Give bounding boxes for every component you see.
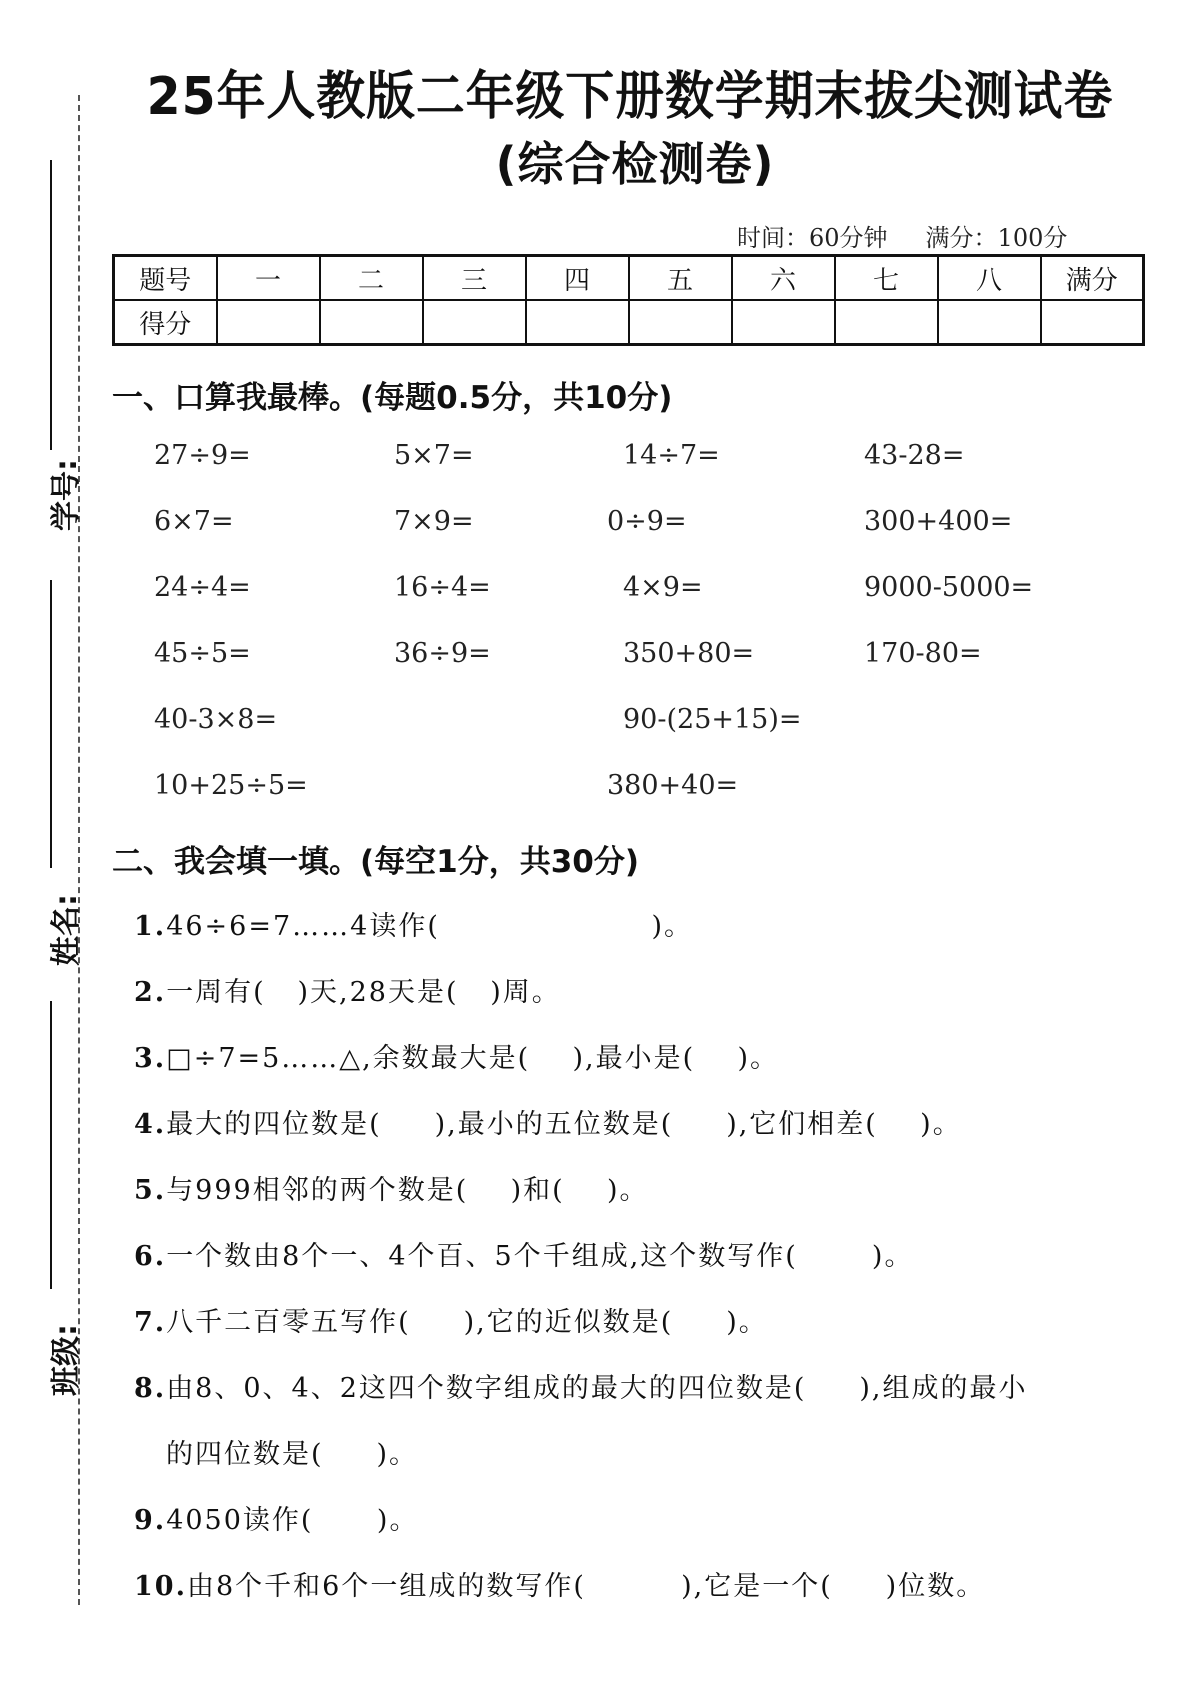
fill-question: 9.4050读作( )。 [134,1505,419,1536]
page-subtitle: (综合检测卷) [495,137,775,191]
calc-item: 300+400= [864,506,1013,537]
table-cell: 三 [423,256,526,301]
calc-item: 90-(25+15)= [623,704,802,735]
fill-question: 7.八千二百零五写作( ),它的近似数是( )。 [134,1307,768,1338]
calc-item: 27÷9= [154,440,251,471]
fill-question: 3.□÷7=5……△,余数最大是( ),最小是( )。 [134,1043,780,1074]
fill-question: 10.由8个千和6个一组成的数写作( ),它是一个( )位数。 [134,1571,986,1602]
table-cell: 五 [629,256,732,301]
score-cell[interactable] [526,300,629,345]
score-cell[interactable] [217,300,320,345]
section-1-heading: 一、口算我最棒。(每题0.5分，共10分) [112,380,673,416]
calc-item: 36÷9= [394,638,491,669]
table-cell: 四 [526,256,629,301]
fill-question: 2.一周有( )天,28天是( )周。 [134,977,561,1008]
calc-item: 14÷7= [623,440,720,471]
calc-item: 9000-5000= [864,572,1034,603]
score-cell[interactable] [938,300,1041,345]
calc-item: 16÷4= [394,572,491,603]
exam-full-score: 满分：100分 [925,224,1068,252]
calc-item: 7×9= [394,506,474,537]
fill-question: 8.由8、0、4、2这四个数字组成的最大的四位数是( ),组成的最小 [134,1373,1028,1404]
score-table-score-row [114,300,1144,345]
score-cell[interactable] [835,300,938,345]
exam-meta [737,218,1105,253]
table-cell: 七 [835,256,938,301]
score-cell[interactable] [320,300,423,345]
score-cell[interactable] [732,300,835,345]
class-label: 班级: [49,1324,84,1396]
name-label: 姓名: [49,894,84,966]
calc-item: 5×7= [394,440,474,471]
table-cell: 题号 [114,256,217,301]
table-cell: 六 [732,256,835,301]
name-write-line [50,1001,52,1289]
score-table [112,254,1145,346]
table-cell: 得分 [114,300,217,345]
exam-time: 时间：60分钟 [737,224,888,252]
fill-question: 4.最大的四位数是( ),最小的五位数是( ),它们相差( )。 [134,1109,962,1140]
table-cell: 一 [217,256,320,301]
score-cell[interactable] [423,300,526,345]
calc-item: 4×9= [623,572,703,603]
score-table-header-row [114,256,1144,301]
calc-item: 170-80= [864,638,982,669]
calc-item: 24÷4= [154,572,251,603]
calc-item: 10+25÷5= [154,770,308,801]
fill-question: 5.与999相邻的两个数是( )和( )。 [134,1175,649,1206]
calc-item: 0÷9= [607,506,687,537]
calc-item: 380+40= [607,770,739,801]
calc-item: 6×7= [154,506,234,537]
fill-question: 1.46÷6=7……4读作( )。 [134,911,694,942]
table-cell: 满分 [1041,256,1144,301]
score-cell[interactable] [629,300,732,345]
calc-item: 45÷5= [154,638,251,669]
fill-question-continuation: 的四位数是( )。 [166,1439,418,1470]
section-2-heading: 二、我会填一填。(每空1分，共30分) [112,844,640,880]
student-id-write-line [50,160,52,450]
score-cell[interactable] [1041,300,1144,345]
page-title: 25年人教版二年级下册数学期末拔尖测试卷 [146,67,1114,127]
student-id-label: 学号: [49,459,84,531]
calc-item: 40-3×8= [154,704,278,735]
calc-item: 43-28= [864,440,965,471]
calc-item: 350+80= [623,638,755,669]
table-cell: 八 [938,256,1041,301]
fill-question: 6.一个数由8个一、4个百、5个千组成,这个数写作( )。 [134,1241,914,1272]
table-cell: 二 [320,256,423,301]
name-write-line-upper [50,800,52,868]
